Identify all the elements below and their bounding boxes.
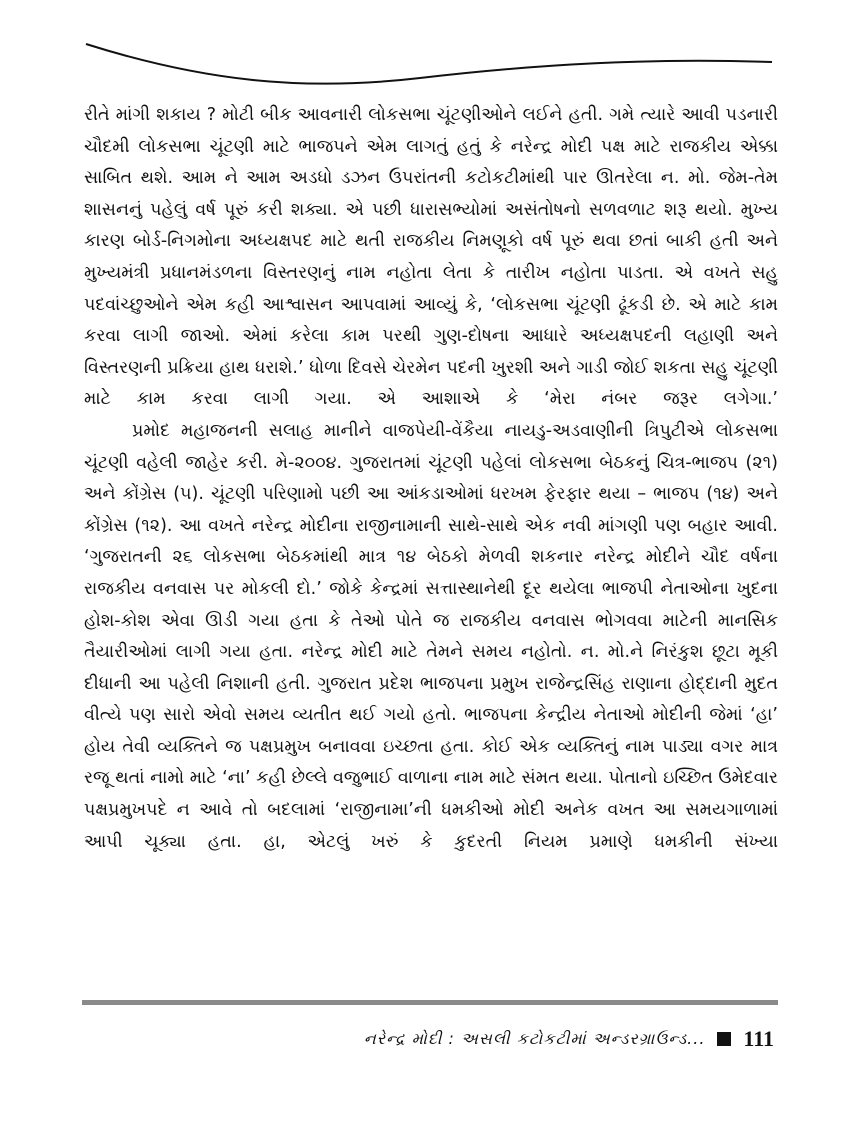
paragraph-1: રીતે માંગી શકાય ? મોટી બીક આવનારી લોકસભા ચૂંટણીઓને લઈને હતી. ગમે ત્યારે આવી પડનારી ચૌદમી લોકસભા ચૂંટણી માટે ભાજપને એમ લાગતું હતું કે નરેન્દ્ર મોદી પક્ષ માટે રાજકીય એક્કા સાબિત થશે. આમ ને આમ અડધો ડઝન ઉપરાંતની કટોકટીમાંથી પાર ઊતરેલા ન. મો. જેમ-તેમ શાસનનું પહેલું વર્ષ પૂરું કરી શક્યા. એ પછી ધારાસભ્યોમાં અસંતોષનો સળવળાટ શરૂ થયો. મુખ્ય કારણ બોર્ડ-નિગમોના અધ્યક્ષપદ માટે થતી રાજકીય નિમણૂકો વર્ષ પૂરું થવા છતાં બાકી હતી અને મુખ્યમંત્રી પ્રધાનમંડળના વિસ્તરણનું નામ નહોતા લેતા કે તારીખ નહોતા પાડતા. એ વખતે સહુ પદવાંચ્છુઓને એમ કહી આશ્વાસન આપવામાં આવ્યું કે, ‘લોકસભા ચૂંટણી ઢૂંકડી છે. એ માટે કામ કરવા લાગી જાઓ. એમાં કરેલા કામ પરથી ગુણ-દોષના આધારે અધ્યક્ષપદની લહાણી અને વિસ્તરણની પ્રક્રિયા હાથ ધરાશે.’ ધોળા દિવસે ચેરમેન પદની ખુરશી અને ગાડી જોઈ શકતા સહુ ચૂંટણી માટે કામ કરવા લાગી ગયા. એ આશાએ કે ‘મેરા નંબર જરૂર લગેગા.’	[84, 105, 778, 410]
paragraph-2: પ્રમોદ મહાજનની સલાહ માનીને વાજપેયી-વેંકૈયા નાયડુ-અડવાણીની ત્રિપુટીએ લોકસભા ચૂંટણી વહેલી જાહેર કરી. મે-૨૦૦૪. ગુજરાતમાં ચૂંટણી પહેલાં લોકસભા બેઠકનું ચિત્ર-ભાજપ (૨૧) અને કોંગ્રેસ (૫). ચૂંટણી પરિણામો પછી આ આંકડાઓમાં ધરખમ ફેરફાર થયા – ભાજપ (૧૪) અને કોંગ્રેસ (૧૨). આ વખતે નરેન્દ્ર મોદીના રાજીનામાની સાથે-સાથે એક નવી માંગણી પણ બહાર આવી. ‘ગુજરાતની ૨૬ લોકસભા બેઠકમાંથી માત્ર ૧૪ બેઠકો મેળવી શકનાર નરેન્દ્ર મોદીને ચૌદ વર્ષના રાજકીય વનવાસ પર મોકલી દો.’ જોકે કેન્દ્રમાં સત્તાસ્થાનેથી દૂર થયેલા ભાજપી નેતાઓના ખુદના હોશ-કોશ એવા ઊડી ગયા હતા કે તેઓ પોતે જ રાજકીય વનવાસ ભોગવવા માટેની માનસિક તૈયારીઓમાં લાગી ગયા હતા. નરેન્દ્ર મોદી માટે તેમને સમય નહોતો. ન. મો.ને નિરંકુશ છૂટા મૂકી દીધાની આ પહેલી નિશાની હતી. ગુજરાત પ્રદેશ ભાજપના પ્રમુખ રાજેન્દ્રસિંહ રાણાના હોદ્દાની મુદત વીત્યે પણ સારો એવો સમય વ્યતીત થઈ ગયો હતો. ભાજપના કેન્દ્રીય નેતાઓ મોદીની જેમાં ‘હા’ હોય તેવી વ્યક્તિને જ પક્ષપ્રમુખ બનાવવા ઇચ્છતા હતા. કોઈ એક વ્યક્તિનું નામ પાડ્યા વગર માત્ર રજૂ થતાં નામો માટે ‘ના’ કહી છેલ્લે વજુભાઈ વાળાના નામ માટે સંમત થયા. પોતાનો ઇચ્છિત ઉમેદવાર પક્ષપ્રમુખપદે ન આવે તો બદલામાં ‘રાજીનામા’ની ધમકીઓ મોદી અનેક વખત આ સમયગાળામાં આપી ચૂક્યા હતા. હા, એટલું ખરું કે કુદરતી નિયમ પ્રમાણે ધમકીની સંખ્યા	[84, 420, 778, 852]
body-text	[84, 100, 778, 858]
page-footer	[364, 1026, 774, 1052]
footer-rule	[82, 1000, 778, 1005]
square-bullet-icon	[717, 1032, 731, 1046]
running-title: નરેન્દ્ર મોદી : અસલી કટોકટીમાં અન્ડરગ્રાઉન્ડ...	[363, 1029, 706, 1048]
page-number: 111	[743, 1026, 774, 1051]
header-wave-decoration	[0, 0, 854, 100]
